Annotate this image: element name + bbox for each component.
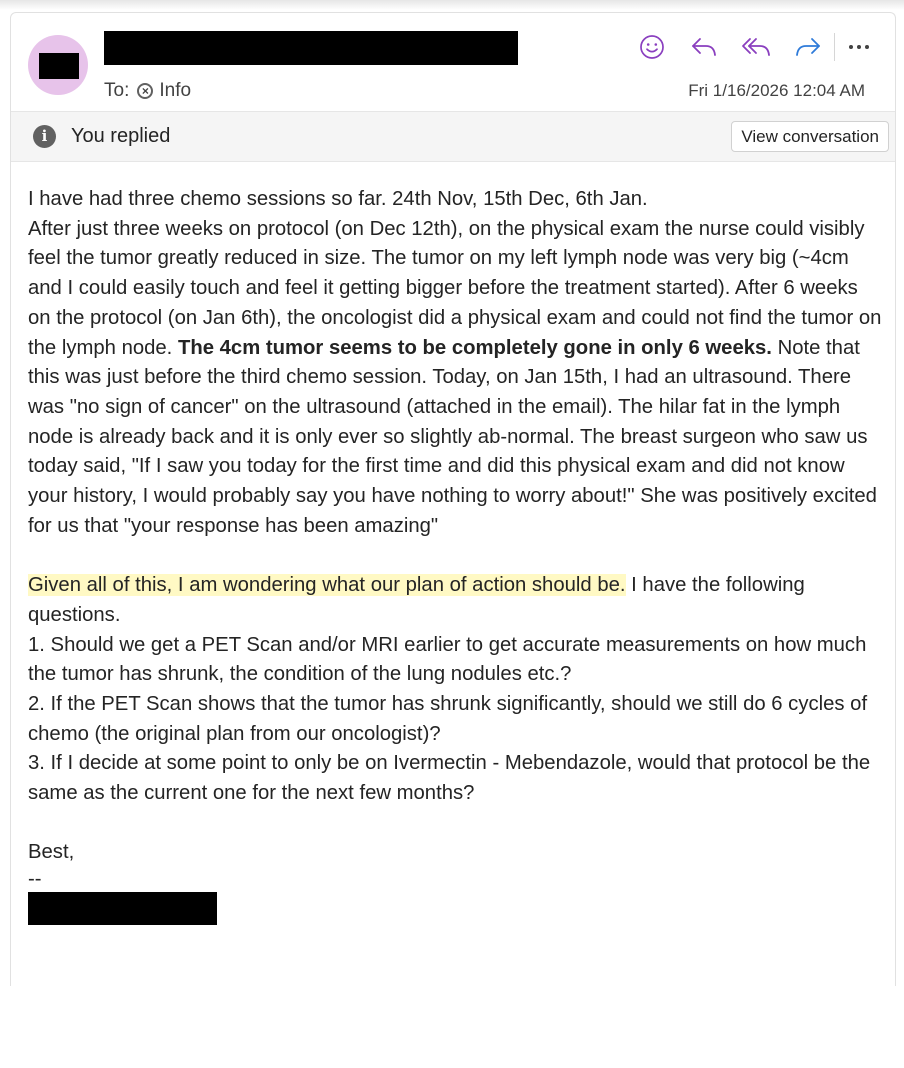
recipient-line [104,79,191,103]
reply-all-button[interactable] [738,31,774,63]
contact-x-icon: × [137,83,153,99]
question-item: 2. If the PET Scan shows that the tumor has shrunk significantly, should we still do 6 cycles of chemo (the original plan from our oncologist)? [28,692,868,745]
body-text: I have the following questions. [28,574,805,626]
forward-icon [794,35,822,59]
sender-avatar[interactable] [28,35,88,95]
highlighted-text: Given all of this, I am wondering what our plan of action should be. [28,574,626,597]
body-bold-text: The 4cm tumor seems to be completely gone in only 6 weeks. [177,336,772,359]
reply-all-icon [741,35,771,59]
body-paragraph [28,571,884,630]
to-label: To: [104,80,130,101]
body-paragraph [28,215,884,542]
forward-button[interactable] [790,31,826,63]
body-paragraph: I have had three chemo sessions so far. 24th Nov, 15th Dec, 6th Jan. [28,188,648,210]
emoji-reaction-button[interactable] [634,31,670,63]
reply-icon [690,35,718,59]
message-body [28,185,884,925]
info-icon: i [33,125,56,148]
recipient-name[interactable]: Info [159,80,192,101]
question-item: 1. Should we get a PET Scan and/or MRI earlier to get accurate measurements on how much the tumor has shrunk, the condition of the lung nodules etc.? [28,633,867,686]
window-top-edge [0,0,904,10]
smiley-icon [639,34,665,60]
more-icon [848,44,870,50]
message-actions [634,31,877,63]
signature-separator: -- [28,868,42,891]
actions-divider [834,33,835,61]
body-text: Note that this was just before the third chemo session. Today, on Jan 15th, I had an ultrasound. There was "no sign of cancer" on the ultrasound (attached in the email). The hilar fat in the lymph node is already back and it is only ever so slightly ab-normal. The breast surgeon who saw us today said, "If I saw you today for the first time and did this physical exam and did not know your history, I would probably say you have nothing to worry about!" She was positively excited for us that "your response has been amazing" [28,336,877,537]
closing-text: Best, [28,841,75,864]
avatar-redaction [39,53,79,79]
reply-button[interactable] [686,31,722,63]
question-item: 3. If I decide at some point to only be on Ivermectin - Mebendazole, would that protocol be the same as the current one for the next few months? [28,752,871,805]
body-text: After just three weeks on protocol (on Dec 12th), on the physical exam the nurse could visibly feel the tumor greatly reduced in size. The tumor on my left lymph node was very big (~4cm and I could easily touch and feel it getting bigger before the treatment started). After 6 weeks on the protocol (on Jan 6th), the oncologist did a physical exam and could not find the tumor on the lymph node. [28,217,882,359]
email-message [10,12,896,986]
replied-infobar [11,111,895,162]
replied-notice: You replied [71,125,171,147]
sender-name-redaction [104,31,518,65]
view-conversation-button[interactable]: View conversation [731,121,889,152]
message-date: Fri 1/16/2026 12:04 AM [688,81,865,100]
more-actions-button[interactable] [841,31,877,63]
signature-redaction [28,892,217,925]
